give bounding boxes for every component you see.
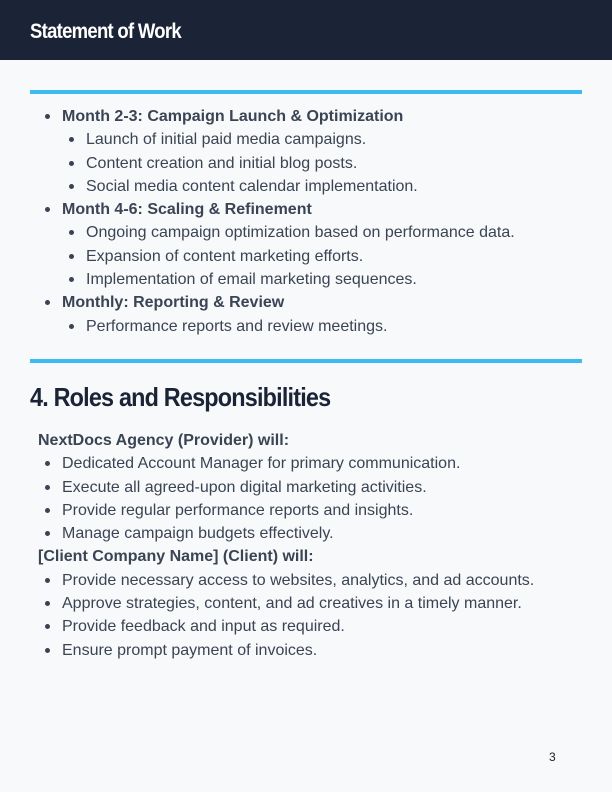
- phase-task-text: Performance reports and review meetings.: [86, 317, 388, 335]
- phase-task: [30, 221, 582, 244]
- list-item: [30, 452, 582, 475]
- phase-task-text: Content creation and initial blog posts.: [86, 154, 358, 172]
- bullet-icon: [45, 114, 50, 119]
- list-item: [30, 476, 582, 499]
- provider-responsibilities: [30, 452, 582, 545]
- timeline-list: [30, 105, 582, 338]
- phase-task-text: Social media content calendar implementation.: [86, 177, 418, 195]
- client-responsibilities: [30, 569, 582, 662]
- document-title: Statement of Work: [30, 20, 181, 43]
- roles-block: [30, 429, 582, 662]
- bullet-icon: [45, 461, 50, 466]
- list-item-text: Execute all agreed-upon digital marketing activities.: [62, 478, 427, 496]
- phase-task: [30, 315, 582, 338]
- list-item-text: Manage campaign budgets effectively.: [62, 525, 334, 543]
- list-item-text: Provide regular performance reports and insights.: [62, 501, 414, 519]
- bullet-icon: [45, 624, 50, 629]
- provider-title: NextDocs Agency (Provider) will:: [38, 432, 290, 449]
- phase-task: [30, 175, 582, 198]
- bullet-icon: [45, 207, 50, 212]
- phase-task: [30, 245, 582, 268]
- bullet-icon: [69, 184, 74, 189]
- timeline-phase: [30, 198, 582, 221]
- section-heading: 4. Roles and Responsibilities: [30, 382, 331, 412]
- bullet-icon: [69, 254, 74, 259]
- bullet-icon: [69, 324, 74, 329]
- list-item: [30, 522, 582, 545]
- phase-task: [30, 268, 582, 291]
- bullet-icon: [45, 508, 50, 513]
- phase-task-text: Implementation of email marketing sequences.: [86, 271, 417, 289]
- list-item-text: Provide feedback and input as required.: [62, 618, 345, 636]
- phase-title: Month 4-6: Scaling & Refinement: [62, 201, 312, 219]
- list-item: [30, 592, 582, 615]
- page-number: 3: [549, 750, 556, 764]
- bullet-icon: [69, 161, 74, 166]
- list-item-text: Dedicated Account Manager for primary communication.: [62, 455, 461, 473]
- list-item: [30, 639, 582, 662]
- bullet-icon: [69, 277, 74, 282]
- phase-title: Monthly: Reporting & Review: [62, 294, 285, 312]
- bullet-icon: [45, 601, 50, 606]
- section-divider-bottom: [30, 359, 582, 363]
- phase-task: [30, 128, 582, 151]
- bullet-icon: [69, 230, 74, 235]
- phase-task-text: Expansion of content marketing efforts.: [86, 247, 364, 265]
- list-item-text: Provide necessary access to websites, analytics, and ad accounts.: [62, 571, 535, 589]
- client-title: [Client Company Name] (Client) will:: [38, 548, 314, 566]
- bullet-icon: [45, 531, 50, 536]
- phase-title: Month 2-3: Campaign Launch & Optimization: [62, 108, 404, 125]
- bullet-icon: [45, 485, 50, 490]
- phase-task-text: Ongoing campaign optimization based on performance data.: [86, 224, 515, 242]
- list-item-text: Ensure prompt payment of invoices.: [62, 641, 318, 659]
- timeline-phase: [30, 105, 582, 128]
- list-item-text: Approve strategies, content, and ad creatives in a timely manner.: [62, 595, 522, 613]
- bullet-icon: [45, 578, 50, 583]
- section-divider-top: [30, 90, 582, 94]
- document-header: [0, 0, 612, 60]
- list-item: [30, 615, 582, 638]
- bullet-icon: [45, 648, 50, 653]
- timeline-phase: [30, 291, 582, 314]
- list-item: [30, 569, 582, 592]
- list-item: [30, 499, 582, 522]
- bullet-icon: [69, 137, 74, 142]
- bullet-icon: [45, 300, 50, 305]
- phase-task: [30, 152, 582, 175]
- phase-task-text: Launch of initial paid media campaigns.: [86, 131, 367, 149]
